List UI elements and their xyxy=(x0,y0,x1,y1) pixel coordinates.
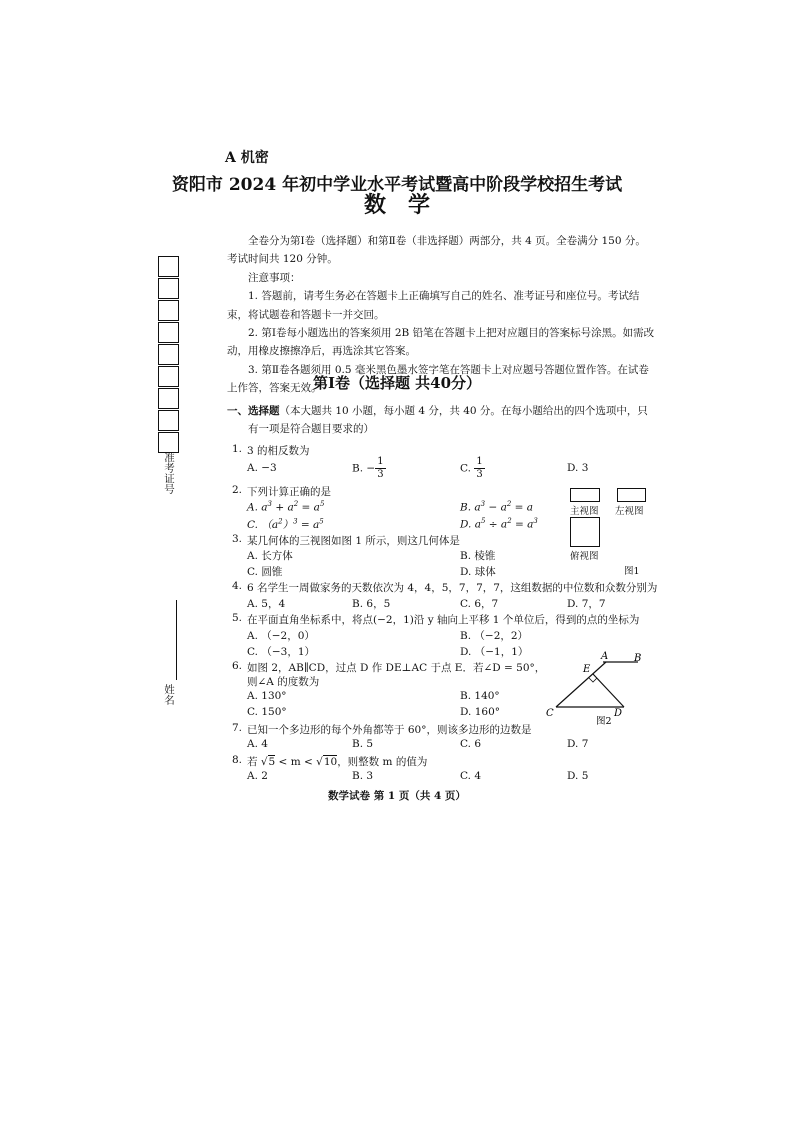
q8-stem xyxy=(247,754,427,769)
q4-option-d: D. 7，7 xyxy=(567,598,606,610)
exponent: 5 xyxy=(480,517,486,525)
q2-option-c xyxy=(247,517,324,532)
id-box xyxy=(158,344,179,365)
id-box xyxy=(158,256,179,277)
top-view-label: 俯视图 xyxy=(570,551,599,562)
q1-option-c-label: C. xyxy=(460,462,475,475)
q8-option-a: A. 2 xyxy=(247,770,268,782)
cut-header-text: A 机密 xyxy=(225,150,269,166)
q6-option-a: A. 130° xyxy=(247,690,287,702)
q7-number: 7. xyxy=(232,722,243,734)
q1-option-b-label: B. − xyxy=(352,462,376,475)
exponent: 2 xyxy=(507,517,512,525)
id-box xyxy=(158,322,179,343)
q8-option-c: C. 4 xyxy=(460,770,482,782)
expr-part: = a xyxy=(297,519,320,531)
q3-number: 3. xyxy=(232,533,243,545)
q6-option-b: B. 140° xyxy=(460,690,500,702)
expr-part: ÷ a xyxy=(485,518,508,531)
point-c-label: C xyxy=(546,708,554,719)
exponent: 3 xyxy=(267,500,272,508)
expr-part: − a xyxy=(485,501,507,514)
q7-option-c: C. 6 xyxy=(460,738,482,750)
exponent: 3 xyxy=(533,517,538,525)
q3-option-d: D. 球体 xyxy=(460,566,496,578)
name-label: 姓名 xyxy=(163,684,175,705)
note-3: 3. 第Ⅱ卷各题须用 0.5 毫米黑色墨水签字笔在答题卡上对应题号答题位置作答。在试卷上作答，答案无效。 xyxy=(227,363,649,395)
q1-stem: 3 的相反数为 xyxy=(247,445,310,457)
q4-option-b: B. 6，5 xyxy=(352,598,391,610)
part-heading xyxy=(227,402,659,438)
point-d-label: D xyxy=(614,708,623,719)
id-box xyxy=(158,300,179,321)
q2-option-b xyxy=(460,500,533,514)
q4-number: 4. xyxy=(232,580,243,592)
left-view-label: 左视图 xyxy=(615,506,644,517)
q5-option-d: D. （−1，1） xyxy=(460,646,529,658)
q7-option-a: A. 4 xyxy=(247,738,268,750)
q3-option-c: C. 圆锥 xyxy=(247,566,283,578)
expr-part: B. a xyxy=(460,501,481,514)
part-desc-a: （本大题共 10 小题，每小题 4 分，共 40 分。在每小题给出的四个选项中，只 xyxy=(279,405,648,417)
note-1: 1. 答题前，请考生务必在答题卡上正确填写自己的姓名、准考证号和座位号。考试结束，将试题卷和答题卡一并交回。 xyxy=(227,290,640,321)
point-e-label: E xyxy=(583,664,591,675)
q8-option-b: B. 3 xyxy=(352,770,374,782)
id-box xyxy=(158,366,179,387)
q2-number: 2. xyxy=(232,484,243,496)
id-box xyxy=(158,432,179,453)
section-title: 第Ⅰ卷（选择题 共40分） xyxy=(312,374,482,392)
expr-part: = a xyxy=(298,501,320,514)
fraction-denominator: 3 xyxy=(476,469,483,480)
line-de xyxy=(593,674,624,707)
q7-stem: 已知一个多边形的每个外角都等于 60°，则该多边形的边数是 xyxy=(247,724,532,736)
q2-stem: 下列计算正确的是 xyxy=(247,486,331,498)
q5-option-c: C. （−3，1） xyxy=(247,646,315,658)
left-view-shape xyxy=(617,488,646,502)
radicand: 10 xyxy=(323,756,338,768)
expr-part: ，则整数 m 的值为 xyxy=(337,756,428,768)
q5-option-b: B. （−2，2） xyxy=(460,630,529,642)
part-heading-label: 一、选择题 xyxy=(227,405,280,417)
q4-stem: 6 名学生一周做家务的天数依次为 4，4，5，7，7，7，这组数据的中位数和众数分别为 xyxy=(247,582,658,594)
q1-number: 1. xyxy=(232,443,243,455)
q1-option-c xyxy=(460,456,485,481)
page-footer: 数学试卷 第 1 页（共 4 页） xyxy=(328,790,466,802)
q4-option-c: C. 6，7 xyxy=(460,598,499,610)
q8-number: 8. xyxy=(232,754,243,766)
notes-heading: 注意事项： xyxy=(248,271,301,284)
q7-option-d: D. 7 xyxy=(567,738,589,750)
front-view-label: 主视图 xyxy=(570,506,599,517)
q3-stem: 某几何体的三视图如图 1 所示，则这几何体是 xyxy=(247,535,460,547)
q6-option-c: C. 150° xyxy=(247,706,287,718)
exponent: 2 xyxy=(506,500,512,508)
fraction-denominator: 3 xyxy=(377,469,384,480)
q1-option-b xyxy=(352,456,386,481)
expr-part: D. a xyxy=(460,518,481,531)
exponent: 3 xyxy=(480,500,486,508)
q1-option-a: A. −3 xyxy=(247,462,277,474)
exponent: 2 xyxy=(293,500,299,508)
q6-stem-line2: 则∠A 的度数为 xyxy=(247,676,320,688)
expr-part: ） xyxy=(282,519,294,531)
radicand: 5 xyxy=(268,756,276,768)
exponent: 2 xyxy=(278,517,283,526)
id-box xyxy=(158,278,179,299)
exponent: 3 xyxy=(293,517,298,526)
q6-option-d: D. 160° xyxy=(460,706,501,718)
figure2-diagram xyxy=(540,648,660,728)
fraction-numerator: 1 xyxy=(476,456,483,467)
q3-option-b: B. 棱锥 xyxy=(460,550,496,562)
point-b-label: B xyxy=(634,653,642,664)
candidate-id-label: 准考证号 xyxy=(163,452,175,494)
q5-stem: 在平面直角坐标系中，将点(−2，1)沿 y 轴向上平移 1 个单位后，得到的点的坐标为 xyxy=(247,614,640,626)
id-box xyxy=(158,388,179,409)
expr-part: C. （a xyxy=(247,519,279,531)
q7-option-b: B. 5 xyxy=(352,738,374,750)
q1-option-c-fraction xyxy=(474,456,484,481)
name-line xyxy=(176,600,177,680)
front-view-shape xyxy=(570,488,600,502)
q4-option-a: A. 5，4 xyxy=(247,598,286,610)
q5-number: 5. xyxy=(232,612,243,624)
figure2-caption: 图2 xyxy=(596,716,612,727)
figure1-caption: 图1 xyxy=(624,566,640,577)
exponent: 5 xyxy=(319,500,325,508)
id-box xyxy=(158,410,179,431)
expr-part: = a xyxy=(511,518,534,531)
q2-option-a xyxy=(247,500,324,514)
top-view-shape xyxy=(570,517,600,547)
intro-line: 全卷分为第Ⅰ卷（选择题）和第Ⅱ卷（非选择题）两部分，共 4 页。全卷满分 150 分。考试时间共 120 分钟。 xyxy=(227,235,646,266)
expr-part: + a xyxy=(272,501,294,514)
right-angle-mark xyxy=(589,678,597,682)
note-2: 2. 第Ⅰ卷每小题选出的答案须用 2B 铅笔在答题卡上把对应题目的答案标号涂黑。如需改动，用橡皮擦擦净后，再选涂其它答案。 xyxy=(227,327,655,358)
exam-title: 资阳市 2024 年初中学业水平考试暨高中阶段学校招生考试 xyxy=(171,175,623,195)
q2-option-d xyxy=(460,517,538,531)
point-a-label: A xyxy=(601,651,609,662)
q6-number: 6. xyxy=(232,660,243,672)
expr-part: < m < √ xyxy=(275,756,323,768)
q6-stem: 如图 2，AB∥CD，过点 D 作 DE⊥AC 于点 E．若∠D = 50°， xyxy=(247,662,546,674)
part-desc-b: 有一项是符合题目要求的） xyxy=(248,423,374,435)
line-ac xyxy=(556,662,606,707)
exponent: 5 xyxy=(319,517,324,526)
expr-part: 若 √ xyxy=(247,756,268,768)
subject-title: 数学 xyxy=(363,192,452,218)
q1-option-d: D. 3 xyxy=(567,462,589,474)
expr-part: A. a xyxy=(247,501,268,514)
q1-option-b-fraction xyxy=(375,456,385,481)
q3-option-a: A. 长方体 xyxy=(247,550,293,562)
fraction-numerator: 1 xyxy=(377,456,384,467)
expr-part: = a xyxy=(511,501,534,514)
q8-option-d: D. 5 xyxy=(567,770,589,782)
q5-option-a: A. （−2，0） xyxy=(247,630,315,642)
candidate-id-boxes xyxy=(158,256,179,454)
